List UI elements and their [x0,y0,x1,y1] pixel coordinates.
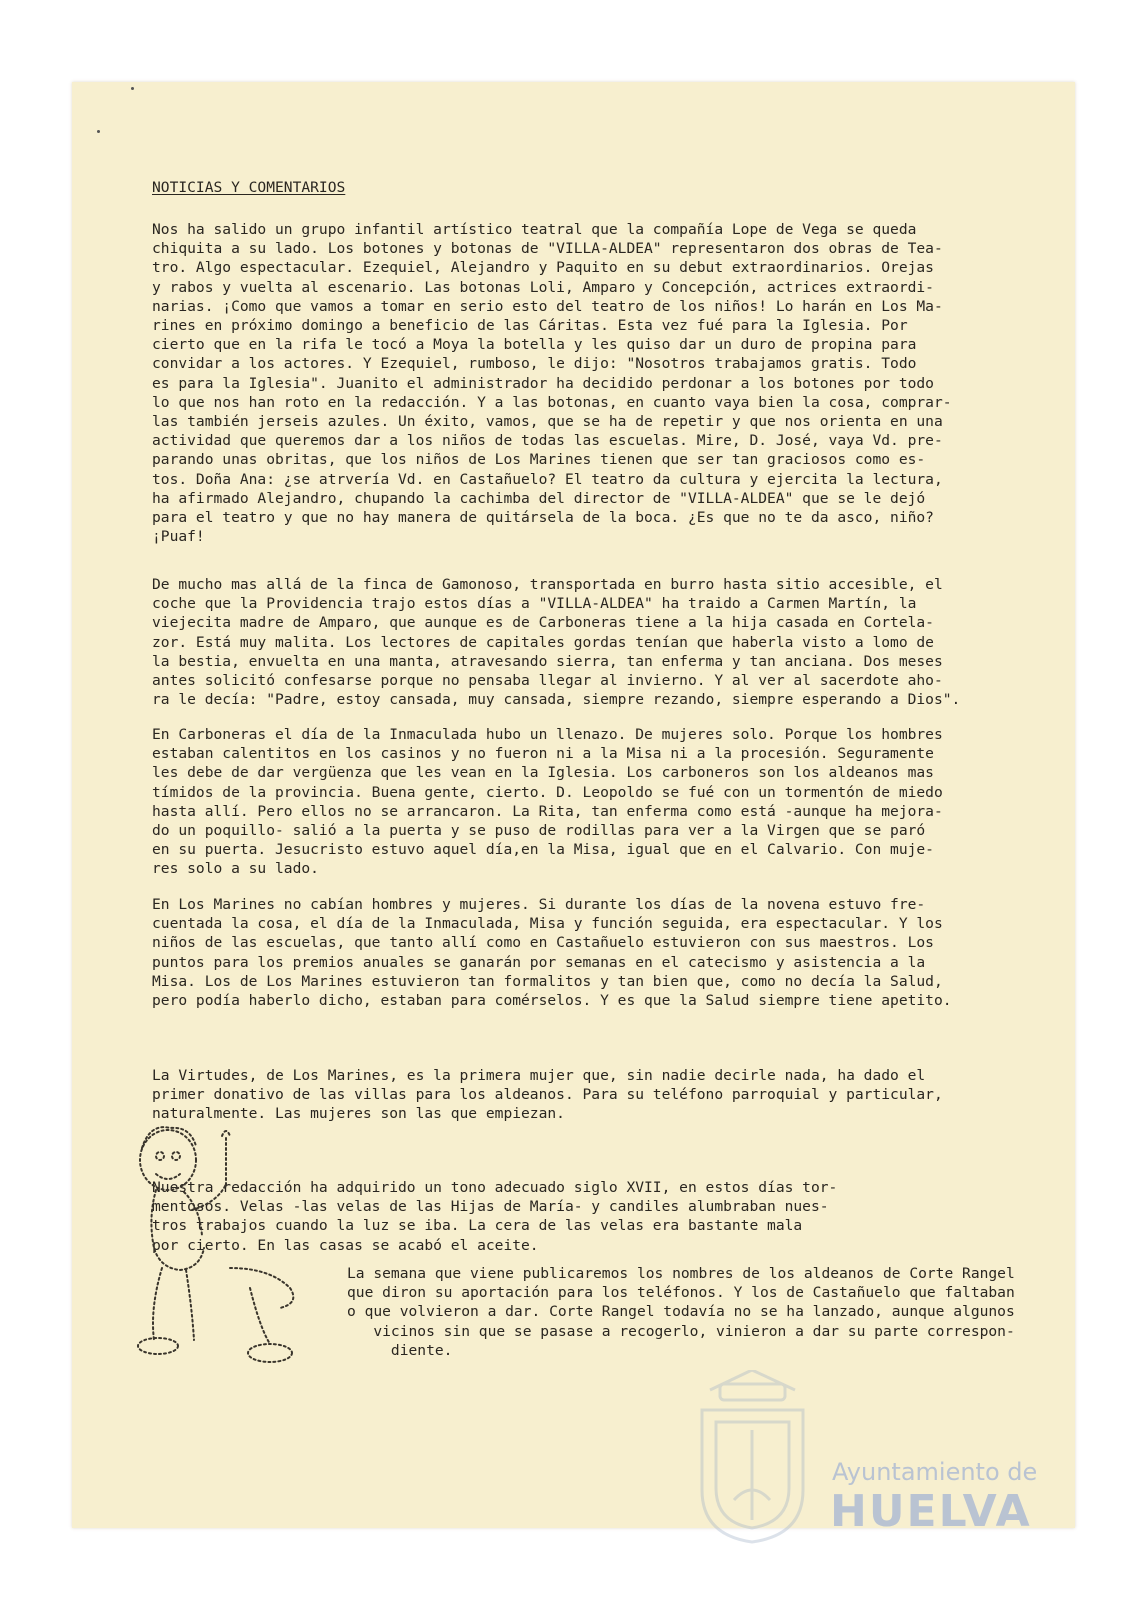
text-line: viejecita madre de Amparo, que aunque es de Carboneras tiene a la hija casada en Cortela- [152,614,934,632]
text-line: o que volvieron a dar. Corte Rangel todavía no se ha lanzado, aunque algunos [347,1303,1015,1321]
paper-speck [131,87,134,90]
text-line: es para la Iglesia". Juanito el administrador ha decidido perdonar a los botones por todo [152,374,934,392]
text-line: y rabos y vuelta al escenario. Las botonas Loli, Amparo y Concepción, actrices extraordi- [152,278,934,296]
text-line: mentosos. Velas -las velas de las Hijas de María- y candiles alumbraban nues- [152,1198,829,1216]
text-line: la bestia, envuelta en una manta, atravesando sierra, tan enferma y tan anciana. Dos meses [152,652,943,670]
text-line: En Carboneras el día de la Inmaculada hubo un llenazo. De mujeres solo. Porque los hombres [152,726,943,743]
text-line: cuentada la cosa, el día de la Inmaculada, Misa y función seguida, era espectacular. Y los [152,915,943,933]
text-line: estaban calentitos en los casinos y no fueron ni a la Misa ni a la procesión. Seguramente [152,745,934,763]
paragraph [152,895,1032,1010]
text-line: ha afirmado Alejandro, chupando la cachimba del director de "VILLA-ALDEA" que se le dejó [152,489,926,507]
text-line: para el teatro y que no hay manera de quitársela de la boca. ¿Es que no te da asco, niño? [152,509,934,527]
text-line: do un poquillo- salió a la puerta y se puso de rodillas para ver a la Virgen que se paró [152,822,926,840]
text-line: La Virtudes, de Los Marines, es la primera mujer que, sin nadie decirle nada, ha dado el [152,1067,926,1084]
text-line: ra le decía: "Padre, estoy cansada, muy cansada, siempre rezando, siempre esperando a Dios". [152,691,961,709]
text-line: chiquita a su lado. Los botones y botonas de "VILLA-ALDEA" representaron dos obras de Tea- [152,240,943,258]
boy-with-candle-illustration [130,1118,330,1378]
text-line: en su puerta. Jesucristo estuvo aquel día,en la Misa, igual que en el Calvario. Con muje- [152,841,934,859]
text-line: las también jerseis azules. Un éxito, vamos, que se ha de repetir y que nos orienta en una [152,413,943,431]
text-line: niños de las escuelas, que tanto allí como en Castañuelo estuvieron con sus maestros. Los [152,934,934,952]
text-line: actividad que queremos dar a los niños de todas las escuelas. Mire, D. José, vaya Vd. pre- [152,432,943,450]
watermark-city-name: HUELVA [830,1486,1032,1537]
text-line: Misa. Los de Los Marines estuvieron tan formalitos y tan bien que, como no decía la Salud, [152,972,943,990]
text-line: naturalmente. Las mujeres son las que empiezan. [152,1105,565,1123]
paragraph [347,1264,1047,1360]
text-line: cierto que en la rifa le tocó a Moya la botella y les quiso dar un duro de propina para [152,336,917,354]
text-line: antes solicitó confesarse porque no pensaba llegar al invierno. Y al ver al sacerdote aho- [152,672,943,690]
paragraph [152,575,1032,709]
text-line: rines en próximo domingo a beneficio de las Cáritas. Esta vez fué para la Iglesia. Por [152,317,908,335]
paragraph [152,1066,1032,1124]
city-seal-watermark [690,1370,815,1545]
text-line: ¡Puaf! [152,528,205,546]
text-line: que diron su aportación para los teléfonos. Y los de Castañuelo que faltaban [347,1284,1015,1302]
text-line: narias. ¡Como que vamos a tomar en serio esto del teatro de los niños! Lo harán en Los Ma- [152,297,943,315]
text-line: coche que la Providencia trajo estos días a "VILLA-ALDEA" ha traido a Carmen Martín, la [152,595,917,613]
text-line: convidar a los actores. Y Ezequiel, rumboso, le dijo: "Nosotros trabajamos gratis. Todo [152,355,917,373]
text-line: res solo a su lado. [152,860,319,878]
text-line: De mucho mas allá de la finca de Gamonoso, transportada en burro hasta sitio accesible, el [152,576,943,593]
text-line: primer donativo de las villas para los aldeanos. Para su teléfono parroquial y particular, [152,1086,943,1104]
text-line: La semana que viene publicaremos los nombres de los aldeanos de Corte Rangel [347,1265,1015,1282]
text-line: zor. Está muy malita. Los lectores de capitales gordas tenían que haberla visto a lomo de [152,633,934,651]
text-line: tímidos de la provincia. Buena gente, cierto. D. Leopoldo se fué con un tormentón de miedo [152,783,943,801]
text-line: diente. [347,1341,453,1359]
text-line: tro. Algo espectacular. Ezequiel, Alejandro y Paquito en su debut extraordinarios. Orejas [152,259,934,277]
text-line: parando unas obritas, que los niños de Los Marines tienen que ser tan graciosos como es- [152,451,926,469]
paper-speck [97,130,100,133]
page-title: NOTICIAS Y COMENTARIOS [152,179,346,196]
text-line: pero podía haberlo dicho, estaban para comérselos. Y es que la Salud siempre tiene apetito. [152,992,952,1010]
text-line: tos. Doña Ana: ¿se atrvería Vd. en Castañuelo? El teatro da cultura y ejercita la lectura, [152,470,943,488]
text-line: lo que nos han roto en la redacción. Y a las botonas, en cuanto vaya bien la cosa, comprar- [152,393,952,411]
text-line: Nos ha salido un grupo infantil artístico teatral que la compañía Lope de Vega se queda [152,221,917,238]
text-line: les debe de dar vergüenza que les vean en la Iglesia. Los carboneros son los aldeanos mas [152,764,934,782]
paragraph [152,725,1032,879]
text-line: vicinos sin que se pasase a recogerlo, vinieron a dar su parte correspon- [347,1322,1015,1340]
text-line: En Los Marines no cabían hombres y mujeres. Si durante los días de la novena estuvo fre- [152,896,926,913]
text-line: hasta allí. Pero ellos no se arrancaron. La Rita, tan enferma como está -aunque ha mejora- [152,802,943,820]
watermark-caption: Ayuntamiento de [832,1458,1038,1486]
paragraph [152,220,1032,546]
text-line: por cierto. En las casas se acabó el aceite. [152,1236,539,1254]
text-line: tros trabajos cuando la luz se iba. La cera de las velas era bastante mala [152,1217,803,1235]
text-line: puntos para los premios anuales se ganarán por semanas en el catecismo y asistencia a la [152,953,926,971]
text-line: Nuestra redacción ha adquirido un tono adecuado siglo XVII, en estos días tor- [152,1179,838,1196]
